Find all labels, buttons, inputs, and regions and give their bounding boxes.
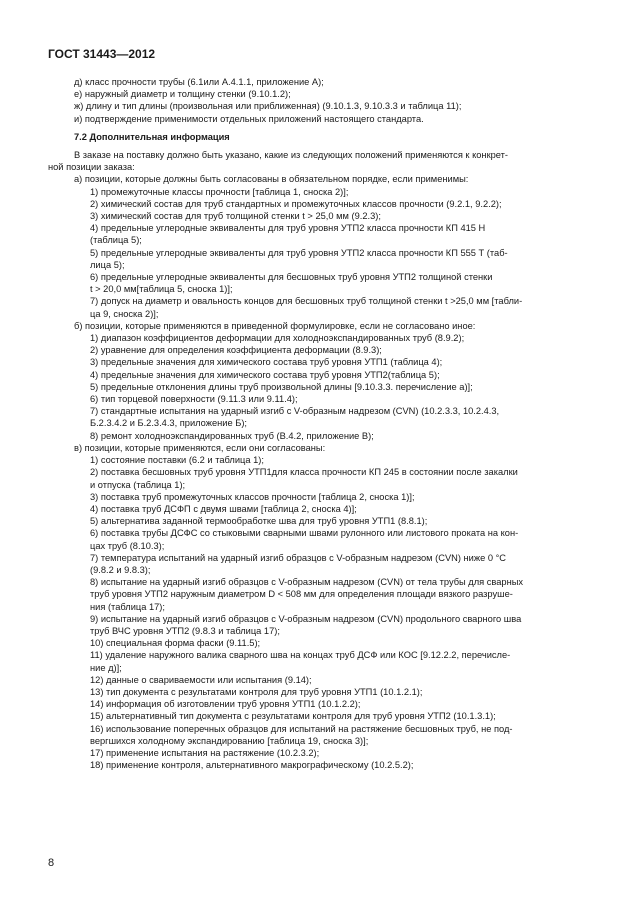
- list-item: 11) удаление наружного валика сварного шва на концах труб ДСФ или КОС [9.12.2.2, перечисле-: [90, 650, 511, 661]
- section-intro-continued: ной позиции заказа:: [48, 162, 135, 173]
- list-item: 18) применение контроля, альтернативного макрографическому (10.2.5.2);: [90, 760, 414, 771]
- list-item: 13) тип документа с результатами контроля для труб уровня УТП1 (10.1.2.1);: [90, 686, 423, 697]
- list-item: 8) ремонт холодноэкспандированных труб (В.4.2, приложение В);: [90, 430, 374, 441]
- list-item-continued: лица 5);: [90, 259, 125, 270]
- list-item-continued: вергшихся холодному экспандированию [таблица 19, сноска 3)];: [90, 735, 369, 746]
- group-label: б) позиции, которые применяются в приведенной формулировке, если не согласовано иное:: [74, 320, 476, 331]
- list-item: 6) тип торцевой поверхности (9.11.3 или 9.11.4);: [90, 394, 298, 405]
- list-item: 7) допуск на диаметр и овальность концов для бесшовных труб толщиной стенки t >25,0 мм [табли-: [90, 296, 523, 307]
- list-item-continued: (9.8.2 и 9.8.3);: [90, 564, 151, 575]
- list-item: 3) химический состав для труб толщиной стенки t > 25,0 мм (9.2.3);: [90, 211, 381, 222]
- list-item: 3) поставка труб промежуточных классов прочности [таблица 2, сноска 1)];: [90, 491, 415, 502]
- list-item: 6) поставка трубы ДСФС со стыковыми сварными швами рулонного или листового проката на кон-: [90, 528, 519, 539]
- group-label: а) позиции, которые должны быть согласованы в обязательном порядке, если применимы:: [74, 174, 469, 185]
- list-item: 5) альтернатива заданной термообработке шва для труб уровня УТП1 (8.8.1);: [90, 516, 428, 527]
- list-item: 3) предельные значения для химического состава труб уровня УТП1 (таблица 4);: [90, 357, 443, 368]
- list-item: 2) уравнение для определения коэффициента деформации (8.9.3);: [90, 345, 382, 356]
- group-b: [48, 320, 588, 442]
- list-item: 1) промежуточные классы прочности [таблица 1, сноска 2)];: [90, 186, 349, 197]
- list-item-continued: ния (таблица 17);: [90, 601, 165, 612]
- list-item-continued: труб уровня УТП2 наружным диаметром D < 508 мм для определения площади вязкого разруше-: [90, 589, 513, 600]
- list-item: 6) предельные углеродные эквиваленты для бесшовных труб уровня УТП2 толщиной стенки: [90, 272, 493, 283]
- list-item-continued: ца 9, сноска 2)];: [90, 308, 159, 319]
- list-item: 1) диапазон коэффициентов деформации для холодноэкспандированных труб (8.9.2);: [90, 333, 465, 344]
- list-item: 1) состояние поставки (6.2 и таблица 1);: [90, 455, 264, 466]
- list-item: 5) предельные углеродные эквиваленты для труб уровня УТП2 класса прочности КП 555 Т (таб-: [90, 247, 508, 258]
- list-item: 10) специальная форма фаски (9.11.5);: [90, 638, 261, 649]
- list-item-continued: (таблица 5);: [90, 235, 142, 246]
- list-item: 8) испытание на ударный изгиб образцов с V-образным надрезом (CVN) от тела трубы для сварных: [90, 577, 524, 588]
- list-top: [48, 76, 588, 125]
- list-item-continued: цах труб (8.10.3);: [90, 540, 165, 551]
- list-item: 9) испытание на ударный изгиб образцов с V-образным надрезом (CVN) продольного сварного шва: [90, 613, 522, 624]
- list-item: ж) длину и тип длины (произвольная или приближенная) (9.10.1.3, 9.10.3.3 и таблица 11);: [74, 101, 462, 112]
- list-item-continued: труб ВЧС уровня УТП2 (9.8.3 и таблица 17);: [90, 625, 280, 636]
- list-item: 7) температура испытаний на ударный изгиб образцов с V-образным надрезом (CVN) ниже 0 °С: [90, 552, 507, 563]
- document-body: [48, 76, 588, 771]
- list-item: 12) данные о свариваемости или испытания (9.14);: [90, 674, 312, 685]
- list-item: 17) применение испытания на растяжение (10.2.3.2);: [90, 747, 320, 758]
- list-item: 15) альтернативный тип документа с результатами контроля для труб уровня УТП2 (10.1.3.1);: [90, 711, 496, 722]
- page-header: ГОСТ 31443—2012: [48, 47, 156, 61]
- list-item: е) наружный диаметр и толщину стенки (9.10.1.2);: [74, 89, 291, 100]
- section-heading: 7.2 Дополнительная информация: [74, 131, 230, 142]
- list-item-continued: ние д)];: [90, 662, 122, 673]
- group-label: в) позиции, которые применяются, если они согласованы:: [74, 442, 326, 453]
- list-item: 2) химический состав для труб стандартных и промежуточных классов прочности (9.2.1, 9.2.2);: [90, 198, 502, 209]
- list-item: и) подтверждение применимости отдельных приложений настоящего стандарта.: [74, 113, 424, 124]
- section-intro: В заказе на поставку должно быть указано, какие из следующих положений применяются к конкрет-: [74, 150, 509, 161]
- list-item: 4) поставка труб ДСФП с двумя швами [таблица 2, сноска 4)];: [90, 503, 357, 514]
- list-item: 5) предельные отклонения длины труб произвольной длины [9.10.3.3. перечисление а)];: [90, 381, 473, 392]
- list-item-continued: t > 20,0 мм[таблица 5, сноска 1)];: [90, 284, 233, 295]
- list-item: 4) предельные значения для химического состава труб уровня УТП2(таблица 5);: [90, 369, 440, 380]
- list-item-continued: Б.2.3.4.2 и Б.2.3.4.3, приложение Б);: [90, 418, 247, 429]
- list-item: 7) стандартные испытания на ударный изгиб с V-образным надрезом (CVN) (10.2.3.3, 10.2.4.3,: [90, 406, 500, 417]
- list-item: 16) использование поперечных образцов для испытаний на растяжение бесшовных труб, не под-: [90, 723, 513, 734]
- list-item: д) класс прочности трубы (6.1или А.4.1.1, приложение А);: [74, 77, 324, 87]
- group-a: [48, 173, 588, 319]
- list-item: 4) предельные углеродные эквиваленты для труб уровня УТП2 класса прочности КП 415 Н: [90, 223, 486, 234]
- page-number: 8: [48, 857, 55, 869]
- list-item: 14) информация об изготовлении труб уровня УТП1 (10.1.2.2);: [90, 699, 361, 710]
- list-item-continued: и отпуска (таблица 1);: [90, 479, 186, 490]
- list-item: 2) поставка бесшовных труб уровня УТП1для класса прочности КП 245 в состоянии после закалки: [90, 467, 518, 478]
- group-c: [48, 442, 588, 771]
